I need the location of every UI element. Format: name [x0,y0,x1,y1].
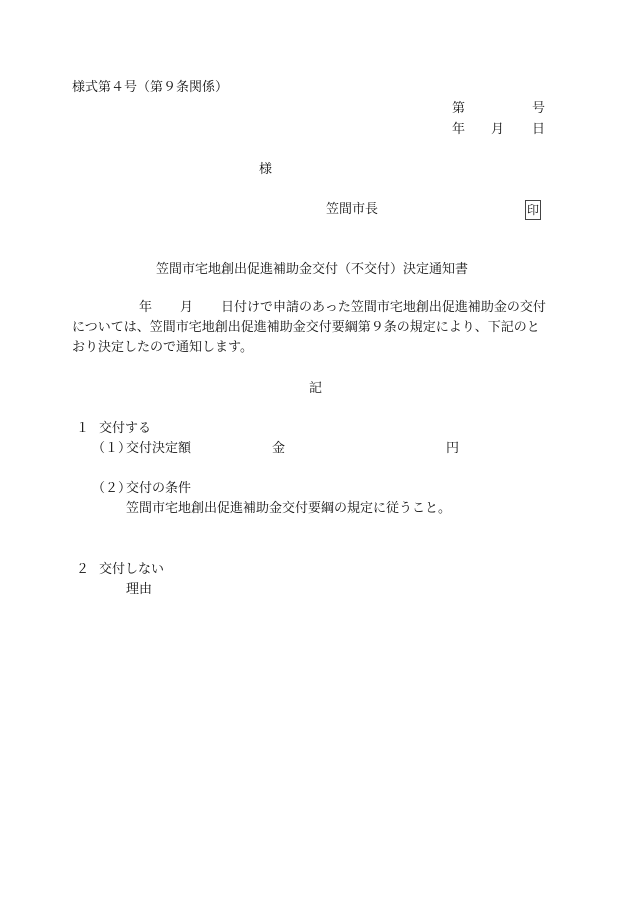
ki-heading: 記 [309,381,323,396]
body-line-2: については、笠間市宅地創出促進補助金交付要綱第９条の規定により、下記のと [72,320,540,335]
section-1-heading: 交付する [99,421,152,436]
item-1-number: （１） [92,441,132,456]
sender-name: 笠間市長 [326,202,379,217]
section-1-number: １ [76,421,90,436]
item-2-text: 笠間市宅地創出促進補助金交付要綱の規定に従うこと。 [126,501,452,516]
body-line-3: おり決定したので通知します。 [72,340,253,355]
item-1-yen: 円 [446,441,460,456]
section-2-number: ２ [76,562,90,577]
doc-number-prefix: 第 [452,101,466,116]
document-title: 笠間市宅地創出促進補助金交付（不交付）決定通知書 [156,262,469,277]
date-month: 月 [491,122,505,137]
date-day: 日 [532,122,546,137]
date-year: 年 [452,122,466,137]
item-1-kin: 金 [272,441,286,456]
body-month: 月 [180,300,194,315]
item-2-number: （２） [92,481,132,496]
addressee-suffix: 様 [259,162,273,177]
doc-number-suffix: 号 [532,101,546,116]
section-2-heading: 交付しない [99,562,165,577]
item-1-label: 交付決定額 [126,441,192,456]
seal-box: 印 [525,200,541,220]
reason-label: 理由 [126,582,153,597]
form-number: 様式第４号（第９条関係） [72,80,229,95]
item-2-label: 交付の条件 [126,481,192,496]
body-year: 年 [139,300,153,315]
body-line-1: 日付けで申請のあった笠間市宅地創出促進補助金の交付 [221,300,546,315]
